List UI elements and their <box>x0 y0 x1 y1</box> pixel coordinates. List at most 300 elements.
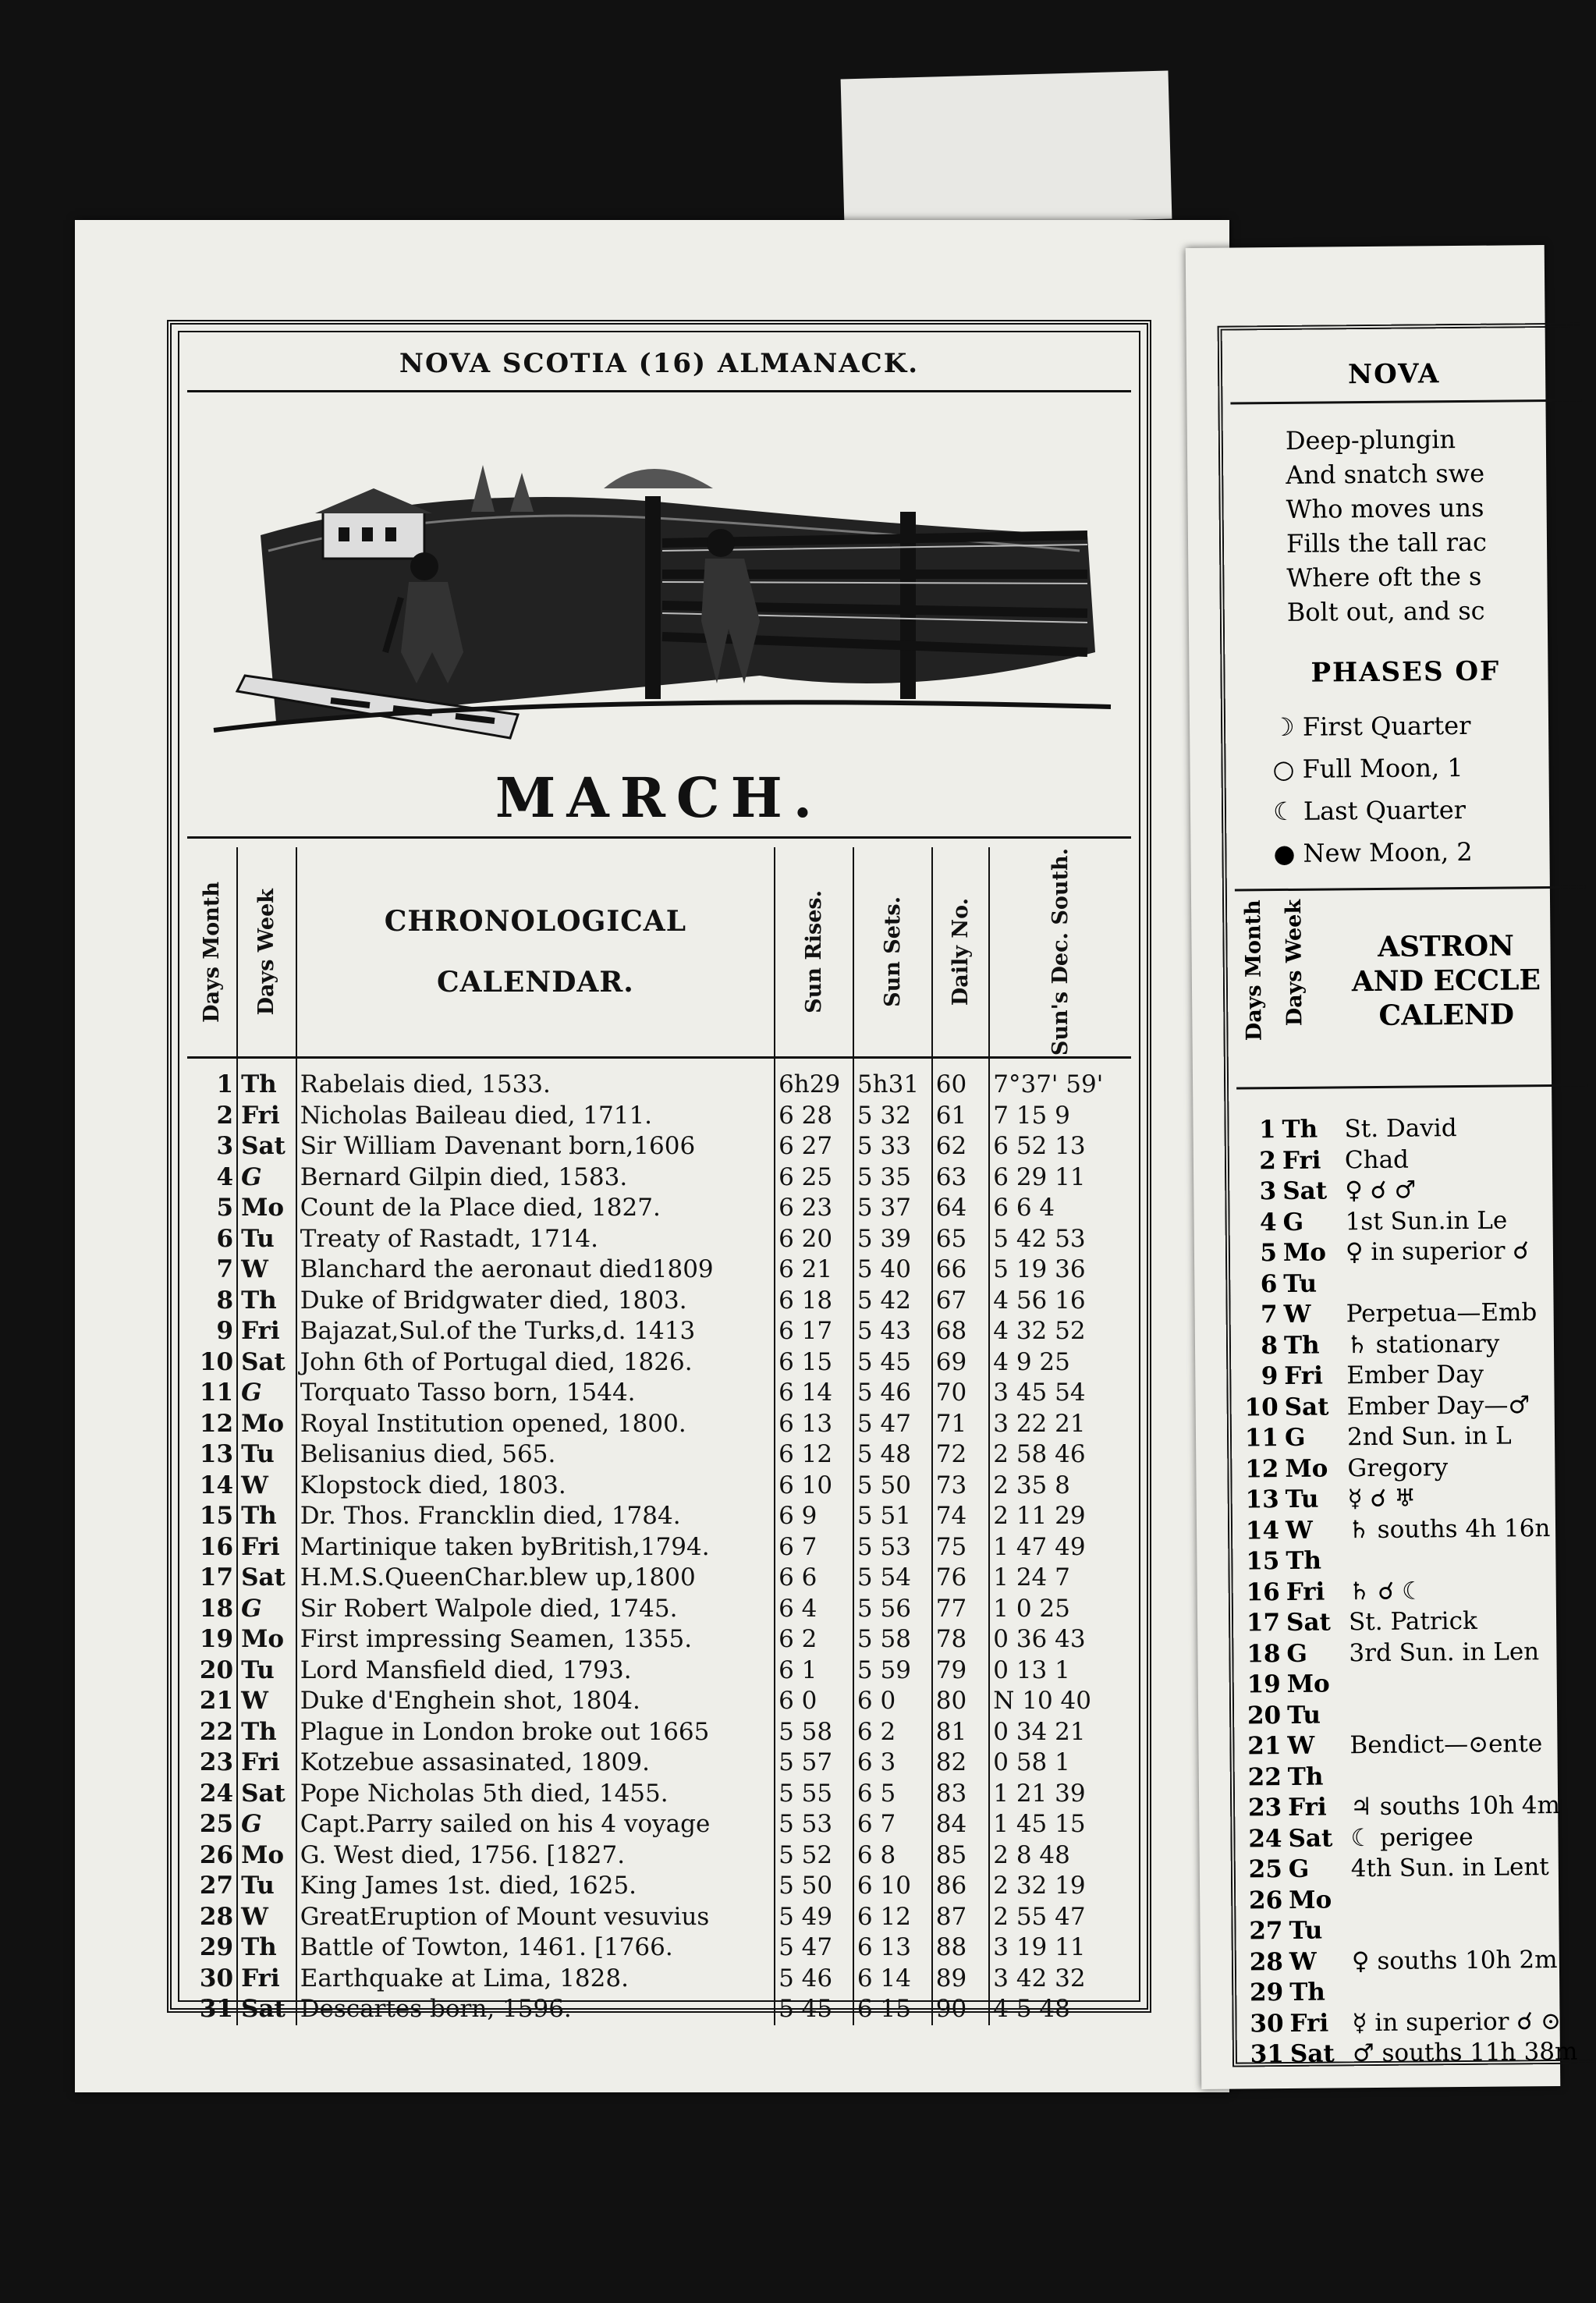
astro-note: ♄ souths 4h 16n <box>1347 1513 1551 1544</box>
daily-number-value: 78 <box>932 1624 990 1655</box>
calendar-row <box>187 1748 1131 1779</box>
calendar-row <box>187 1439 1131 1471</box>
sun-sets-value: 5 47 <box>853 1409 932 1440</box>
day-of-month: 26 <box>199 1840 234 1869</box>
astro-day-of-month: 4 <box>1259 1208 1277 1237</box>
astro-day-of-month: 25 <box>1248 1855 1283 1884</box>
col-calendar-title-2: CALENDAR. <box>436 966 634 999</box>
phase-last-quarter <box>1273 795 1466 826</box>
sun-sets-value: 5 58 <box>853 1624 932 1655</box>
day-of-week: Sat <box>237 1347 296 1379</box>
astro-day-of-month: 20 <box>1247 1701 1282 1730</box>
astro-row <box>1243 1852 1576 1886</box>
astro-day-of-week: Sat <box>1282 1176 1328 1206</box>
event-text: Sir William Davenant born,1606 <box>296 1131 775 1162</box>
daily-number-value: 68 <box>932 1316 990 1347</box>
day-of-month: 15 <box>199 1502 234 1531</box>
sun-sets-value: 5 51 <box>853 1501 932 1532</box>
event-text: Count de la Place died, 1827. <box>296 1193 775 1224</box>
astro-day-of-month: 13 <box>1245 1485 1279 1514</box>
calendar-row <box>187 1717 1131 1748</box>
daily-number-value: 75 <box>932 1532 990 1563</box>
month-title: MARCH. <box>495 765 824 830</box>
astro-day-of-month: 10 <box>1244 1393 1279 1421</box>
day-of-month: 20 <box>199 1655 234 1684</box>
sun-declination-value: 2 11 29 <box>989 1501 1131 1532</box>
day-of-week: Fri <box>237 1964 296 1995</box>
sun-rises-value: 6 17 <box>775 1316 853 1347</box>
day-of-week: Fri <box>237 1532 296 1563</box>
sun-declination-value: 3 45 54 <box>989 1378 1131 1409</box>
sun-rises-value: 6 23 <box>775 1193 853 1224</box>
sun-sets-value: 6 15 <box>853 1994 932 2025</box>
sun-declination-value: 1 24 7 <box>989 1563 1131 1594</box>
sun-rises-value: 5 55 <box>775 1779 853 1810</box>
astro-day-of-week: W <box>1285 1516 1314 1545</box>
daily-number-value: 84 <box>932 1809 990 1840</box>
day-of-week: Th <box>237 1286 296 1317</box>
astro-row <box>1244 2006 1577 2039</box>
sun-sets-value: 5 59 <box>853 1655 932 1687</box>
moon-first-quarter-icon: ☽ <box>1271 711 1295 743</box>
day-of-week: G <box>237 1809 296 1840</box>
calendar-row <box>187 1162 1131 1194</box>
day-of-month: 13 <box>199 1440 234 1469</box>
sun-declination-value: 3 22 21 <box>989 1409 1131 1440</box>
day-of-week: Mo <box>237 1840 296 1872</box>
day-of-month: 28 <box>199 1902 234 1931</box>
calendar-row <box>187 1131 1131 1162</box>
astro-row <box>1240 1451 1573 1485</box>
day-of-week: Sat <box>237 1563 296 1594</box>
day-of-week: Sat <box>237 1994 296 2025</box>
daily-number-value: 81 <box>932 1717 990 1748</box>
sun-declination-value: 4 9 25 <box>989 1347 1131 1379</box>
event-text: Rabelais died, 1533. <box>296 1058 775 1101</box>
event-text: Belisanius died, 565. <box>296 1439 775 1471</box>
sun-declination-value: 2 35 8 <box>989 1471 1131 1502</box>
day-of-week: Tu <box>237 1439 296 1471</box>
astro-day-of-week: Fri <box>1286 1577 1325 1606</box>
day-of-week: W <box>237 1686 296 1717</box>
day-of-month: 4 <box>216 1162 234 1191</box>
astro-note: St. David <box>1344 1114 1457 1144</box>
right-page-border <box>1218 323 1596 2067</box>
calendar-body <box>187 1058 1131 2025</box>
inner-border <box>178 331 1140 2024</box>
astro-row <box>1243 1759 1576 1793</box>
sun-declination-value: 1 47 49 <box>989 1532 1131 1563</box>
poem-line: Deep-plungin <box>1285 424 1456 456</box>
sun-sets-value: 6 3 <box>853 1748 932 1779</box>
event-text: H.M.S.QueenChar.blew up,1800 <box>296 1563 775 1594</box>
astro-day-of-month: 8 <box>1261 1331 1279 1360</box>
day-of-week: W <box>237 1471 296 1502</box>
day-of-month: 2 <box>216 1101 234 1130</box>
running-header: NOVA SCOTIA (16) ALMANACK. <box>399 348 920 379</box>
calendar-row <box>187 1409 1131 1440</box>
astro-day-of-week: Sat <box>1286 1608 1332 1637</box>
astro-day-of-week: Fri <box>1289 2009 1329 2038</box>
astro-row <box>1236 1112 1569 1146</box>
sun-sets-value: 5h31 <box>853 1058 932 1101</box>
day-of-week: G <box>237 1594 296 1625</box>
right-phases-rule <box>1235 886 1586 892</box>
calendar-row <box>187 1254 1131 1286</box>
day-of-week: Tu <box>237 1224 296 1255</box>
astro-row <box>1238 1266 1571 1300</box>
sun-declination-value: 7°37' 59' <box>989 1058 1131 1101</box>
sun-declination-value: 6 29 11 <box>989 1162 1131 1194</box>
calendar-row <box>187 1378 1131 1409</box>
astro-note: 3rd Sun. in Len <box>1349 1637 1540 1667</box>
page-border <box>167 320 1151 2024</box>
day-of-month: 6 <box>216 1224 234 1253</box>
astro-row <box>1240 1482 1573 1516</box>
astro-day-of-month: 15 <box>1246 1547 1280 1576</box>
astro-day-of-week: Th <box>1282 1115 1318 1144</box>
day-of-week: Tu <box>237 1655 296 1687</box>
phase-label: Last Quarter <box>1303 794 1467 826</box>
day-of-month: 3 <box>216 1132 234 1161</box>
moon-new-icon: ● <box>1273 838 1296 869</box>
sun-sets-value: 6 10 <box>853 1871 932 1902</box>
astro-day-of-week: W <box>1287 1731 1315 1760</box>
sun-declination-value: 6 52 13 <box>989 1131 1131 1162</box>
astro-row <box>1240 1421 1573 1454</box>
daily-number-value: 82 <box>932 1748 990 1779</box>
astro-row <box>1242 1667 1575 1701</box>
month-rule <box>187 836 1131 839</box>
poem-line: Where oft the s <box>1286 561 1482 593</box>
astro-day-of-week: Mo <box>1286 1670 1330 1698</box>
sun-rises-value: 6 21 <box>775 1254 853 1286</box>
calendar-row <box>187 1193 1131 1224</box>
right-col-days-month <box>1241 900 1267 1071</box>
astro-day-of-week: Tu <box>1285 1485 1319 1513</box>
sun-sets-value: 5 56 <box>853 1594 932 1625</box>
astro-note: ☾ perigee <box>1350 1822 1474 1852</box>
day-of-month: 16 <box>199 1532 234 1561</box>
astro-row <box>1242 1729 1575 1762</box>
day-of-week: W <box>237 1902 296 1933</box>
astro-day-of-week: G <box>1288 1854 1310 1883</box>
calendar-row <box>187 1624 1131 1655</box>
daily-number-value: 87 <box>932 1902 990 1933</box>
astro-row <box>1239 1328 1572 1361</box>
daily-number-value: 60 <box>932 1058 990 1101</box>
daily-number-value: 64 <box>932 1193 990 1224</box>
astro-row <box>1243 1790 1576 1824</box>
event-text: John 6th of Portugal died, 1826. <box>296 1347 775 1379</box>
sun-declination-value: 4 56 16 <box>989 1286 1131 1317</box>
astro-note: ♃ souths 10h 4m <box>1350 1790 1561 1822</box>
astro-day-of-month: 7 <box>1260 1301 1278 1329</box>
calendar-row <box>187 1058 1131 1101</box>
poem-line: And snatch swe <box>1286 458 1485 490</box>
sun-declination-value: 7 15 9 <box>989 1101 1131 1132</box>
calendar-row <box>187 1101 1131 1132</box>
day-of-month: 30 <box>199 1964 234 1993</box>
astro-day-of-month: 18 <box>1247 1639 1281 1668</box>
col-calendar-title-1: CHRONOLOGICAL <box>384 905 687 939</box>
astro-day-of-week: W <box>1289 1947 1317 1976</box>
astro-row <box>1244 1975 1577 2009</box>
astro-note: 4th Sun. in Lent <box>1350 1853 1549 1883</box>
day-of-month: 23 <box>199 1748 234 1777</box>
poem-line: Fills the tall rac <box>1286 527 1488 559</box>
astro-row <box>1240 1389 1573 1423</box>
daily-number-value: 72 <box>932 1439 990 1471</box>
poem-line: Bolt out, and sc <box>1286 595 1485 627</box>
astro-title-line: CALEND <box>1378 998 1515 1032</box>
phase-label: First Quarter <box>1302 710 1471 742</box>
calendar-row <box>187 1902 1131 1933</box>
astro-day-of-week: Fri <box>1284 1361 1324 1391</box>
col-days-week: Days Week <box>254 888 279 1016</box>
event-text: Sir Robert Walpole died, 1745. <box>296 1594 775 1625</box>
astro-title-line: ASTRON <box>1377 929 1515 963</box>
astro-note: ☿ in superior ☌ ⊙ <box>1352 2007 1562 2037</box>
astro-note: ♄ stationary <box>1346 1329 1500 1359</box>
sun-declination-value: 5 42 53 <box>989 1224 1131 1255</box>
astro-row <box>1241 1606 1574 1639</box>
daily-number-value: 77 <box>932 1594 990 1625</box>
daily-number-value: 76 <box>932 1563 990 1594</box>
astro-row <box>1242 1698 1575 1731</box>
daily-number-value: 86 <box>932 1871 990 1902</box>
astro-day-of-month: 6 <box>1260 1269 1278 1298</box>
event-text: Lord Mansfield died, 1793. <box>296 1655 775 1687</box>
day-of-week: Mo <box>237 1193 296 1224</box>
day-of-week: Th <box>237 1058 296 1101</box>
chronological-calendar-table <box>187 847 1131 2025</box>
astro-note: Chad <box>1344 1145 1410 1174</box>
right-page <box>1186 245 1578 2089</box>
header-rule <box>187 390 1131 392</box>
calendar-row <box>187 1532 1131 1563</box>
day-of-month: 11 <box>199 1379 234 1407</box>
calendar-row <box>187 1686 1131 1717</box>
day-of-month: 12 <box>199 1409 234 1438</box>
sun-declination-value: 0 58 1 <box>989 1748 1131 1779</box>
astro-day-of-month: 17 <box>1246 1609 1281 1638</box>
sun-rises-value: 5 53 <box>775 1809 853 1840</box>
day-of-month: 5 <box>216 1194 234 1222</box>
day-of-month: 8 <box>216 1286 234 1315</box>
day-of-month: 27 <box>199 1872 234 1900</box>
astro-row <box>1245 2037 1578 2071</box>
astro-day-of-month: 9 <box>1261 1362 1279 1391</box>
sun-sets-value: 6 0 <box>853 1686 932 1717</box>
sun-sets-value: 5 48 <box>853 1439 932 1471</box>
sun-sets-value: 5 35 <box>853 1162 932 1194</box>
sun-rises-value: 5 52 <box>775 1840 853 1872</box>
daily-number-value: 69 <box>932 1347 990 1379</box>
paper-tab <box>841 71 1172 228</box>
day-of-month: 14 <box>199 1471 234 1499</box>
daily-number-value: 89 <box>932 1964 990 1995</box>
sun-declination-value: 3 42 32 <box>989 1964 1131 1995</box>
event-text: Blanchard the aeronaut died1809 <box>296 1254 775 1286</box>
day-of-month: 7 <box>216 1255 234 1284</box>
event-text: Duke d'Enghein shot, 1804. <box>296 1686 775 1717</box>
astro-day-of-month: 12 <box>1245 1454 1279 1483</box>
moon-full-icon: ○ <box>1272 754 1295 785</box>
sun-rises-value: 6 4 <box>775 1594 853 1625</box>
event-text: G. West died, 1756. [1827. <box>296 1840 775 1872</box>
event-text: Martinique taken byBritish,1794. <box>296 1532 775 1563</box>
daily-number-value: 65 <box>932 1224 990 1255</box>
sun-sets-value: 5 42 <box>853 1286 932 1317</box>
col-sun-rises: Sun Rises. <box>801 890 826 1013</box>
event-text: Capt.Parry sailed on his 4 voyage <box>296 1809 775 1840</box>
calendar-row <box>187 1563 1131 1594</box>
event-text: Descartes born, 1596. <box>296 1994 775 2025</box>
astro-day-of-month: 29 <box>1249 1978 1284 2007</box>
right-col-days-week <box>1282 900 1307 1071</box>
sun-declination-value: 0 34 21 <box>989 1717 1131 1748</box>
daily-number-value: 85 <box>932 1840 990 1872</box>
right-header-rule <box>1230 399 1581 405</box>
day-of-month: 29 <box>199 1933 234 1962</box>
left-page <box>75 220 1229 2092</box>
phase-full-moon <box>1272 753 1463 784</box>
day-of-week: Th <box>237 1717 296 1748</box>
astro-day-of-week: Th <box>1283 1331 1320 1360</box>
calendar-row <box>187 1871 1131 1902</box>
sun-declination-value: 4 32 52 <box>989 1316 1131 1347</box>
astro-note: ♄ ☌ ☾ <box>1348 1576 1424 1606</box>
day-of-week: Mo <box>237 1624 296 1655</box>
sun-rises-value: 5 50 <box>775 1871 853 1902</box>
sun-declination-value: 0 36 43 <box>989 1624 1131 1655</box>
astro-note: ♀ ☌ ♂ <box>1345 1176 1417 1205</box>
sun-sets-value: 6 13 <box>853 1932 932 1964</box>
col-sun-sets: Sun Sets. <box>880 896 905 1008</box>
sun-rises-value: 6 20 <box>775 1224 853 1255</box>
astro-day-of-week: Tu <box>1289 1916 1323 1945</box>
sun-rises-value: 5 47 <box>775 1932 853 1964</box>
astro-day-of-week: Sat <box>1289 2039 1335 2068</box>
astro-note: ♂ souths 11h 38m <box>1352 2037 1578 2068</box>
sun-sets-value: 5 46 <box>853 1378 932 1409</box>
event-text: Bernard Gilpin died, 1583. <box>296 1162 775 1194</box>
astro-note: ♀ in superior ☌ <box>1345 1237 1530 1267</box>
right-table-rule <box>1236 1084 1587 1090</box>
calendar-row <box>187 1779 1131 1810</box>
astro-row <box>1237 1143 1570 1176</box>
sun-declination-value: 2 8 48 <box>989 1840 1131 1872</box>
daily-number-value: 90 <box>932 1994 990 2025</box>
day-of-month: 10 <box>199 1347 234 1376</box>
sun-sets-value: 6 7 <box>853 1809 932 1840</box>
day-of-week: W <box>237 1254 296 1286</box>
event-text: Royal Institution opened, 1800. <box>296 1409 775 1440</box>
sun-declination-value: 0 13 1 <box>989 1655 1131 1687</box>
daily-number-value: 74 <box>932 1501 990 1532</box>
sun-sets-value: 5 53 <box>853 1532 932 1563</box>
astro-day-of-month: 27 <box>1249 1917 1283 1946</box>
sun-rises-value: 6 14 <box>775 1378 853 1409</box>
astro-day-of-month: 30 <box>1250 2009 1284 2038</box>
day-of-week: Sat <box>237 1779 296 1810</box>
right-running-header: NOVA <box>1347 358 1441 391</box>
astro-note: Ember Day—♂ <box>1346 1390 1530 1421</box>
sun-rises-value: 6 1 <box>775 1655 853 1687</box>
astro-day-of-week: W <box>1283 1300 1311 1329</box>
calendar-row <box>187 1994 1131 2025</box>
event-text: Klopstock died, 1803. <box>296 1471 775 1502</box>
sun-rises-value: 6 2 <box>775 1624 853 1655</box>
calendar-row <box>187 1809 1131 1840</box>
sun-declination-value: 1 21 39 <box>989 1779 1131 1810</box>
calendar-row <box>187 1286 1131 1317</box>
phase-label: Full Moon, 1 <box>1302 752 1463 784</box>
astro-note: Bendict—⊙ente <box>1350 1730 1543 1760</box>
sun-sets-value: 6 5 <box>853 1779 932 1810</box>
calendar-row <box>187 1501 1131 1532</box>
calendar-row <box>187 1964 1131 1995</box>
sun-declination-value: 1 45 15 <box>989 1809 1131 1840</box>
astro-day-of-month: 11 <box>1244 1424 1279 1453</box>
astro-day-of-week: Th <box>1286 1546 1322 1575</box>
right-col-days-month-label: Days Month <box>1241 900 1267 1041</box>
poem-line: Who moves uns <box>1286 492 1484 524</box>
sun-rises-value: 6 13 <box>775 1409 853 1440</box>
daily-number-value: 63 <box>932 1162 990 1194</box>
day-of-month: 31 <box>199 1995 234 2024</box>
event-text: Battle of Towton, 1461. [1766. <box>296 1932 775 1964</box>
sun-rises-value: 5 46 <box>775 1964 853 1995</box>
phases-title: PHASES OF <box>1310 655 1501 689</box>
sun-rises-value: 6 6 <box>775 1563 853 1594</box>
daily-number-value: 70 <box>932 1378 990 1409</box>
daily-number-value: 73 <box>932 1471 990 1502</box>
event-text: Nicholas Baileau died, 1711. <box>296 1101 775 1132</box>
astro-row <box>1243 1882 1576 1916</box>
astro-row <box>1238 1236 1571 1269</box>
farm-engraving-illustration <box>214 418 1111 746</box>
sun-sets-value: 6 14 <box>853 1964 932 1995</box>
astro-note: Gregory <box>1347 1453 1449 1482</box>
astro-row <box>1243 1914 1576 1947</box>
astro-day-of-month: 1 <box>1258 1116 1276 1144</box>
astro-day-of-month: 26 <box>1248 1886 1283 1914</box>
astro-row <box>1241 1574 1574 1608</box>
astro-day-of-month: 28 <box>1249 1947 1284 1976</box>
sun-declination-value: 6 6 4 <box>989 1193 1131 1224</box>
calendar-row <box>187 1932 1131 1964</box>
day-of-month: 1 <box>216 1070 234 1099</box>
daily-number-value: 80 <box>932 1686 990 1717</box>
event-text: Kotzebue assasinated, 1809. <box>296 1748 775 1779</box>
astro-note: ♀ souths 10h 2m <box>1351 1945 1558 1975</box>
daily-number-value: 79 <box>932 1655 990 1687</box>
event-text: Torquato Tasso born, 1544. <box>296 1378 775 1409</box>
day-of-month: 19 <box>199 1625 234 1654</box>
daily-number-value: 62 <box>932 1131 990 1162</box>
sun-declination-value: 1 0 25 <box>989 1594 1131 1625</box>
sun-sets-value: 6 8 <box>853 1840 932 1872</box>
day-of-month: 17 <box>199 1563 234 1592</box>
sun-rises-value: 6 18 <box>775 1286 853 1317</box>
day-of-week: Tu <box>237 1871 296 1902</box>
daily-number-value: 88 <box>932 1932 990 1964</box>
sun-declination-value: 5 19 36 <box>989 1254 1131 1286</box>
astro-day-of-week: Mo <box>1289 1885 1332 1914</box>
astro-day-of-month: 21 <box>1247 1732 1282 1761</box>
